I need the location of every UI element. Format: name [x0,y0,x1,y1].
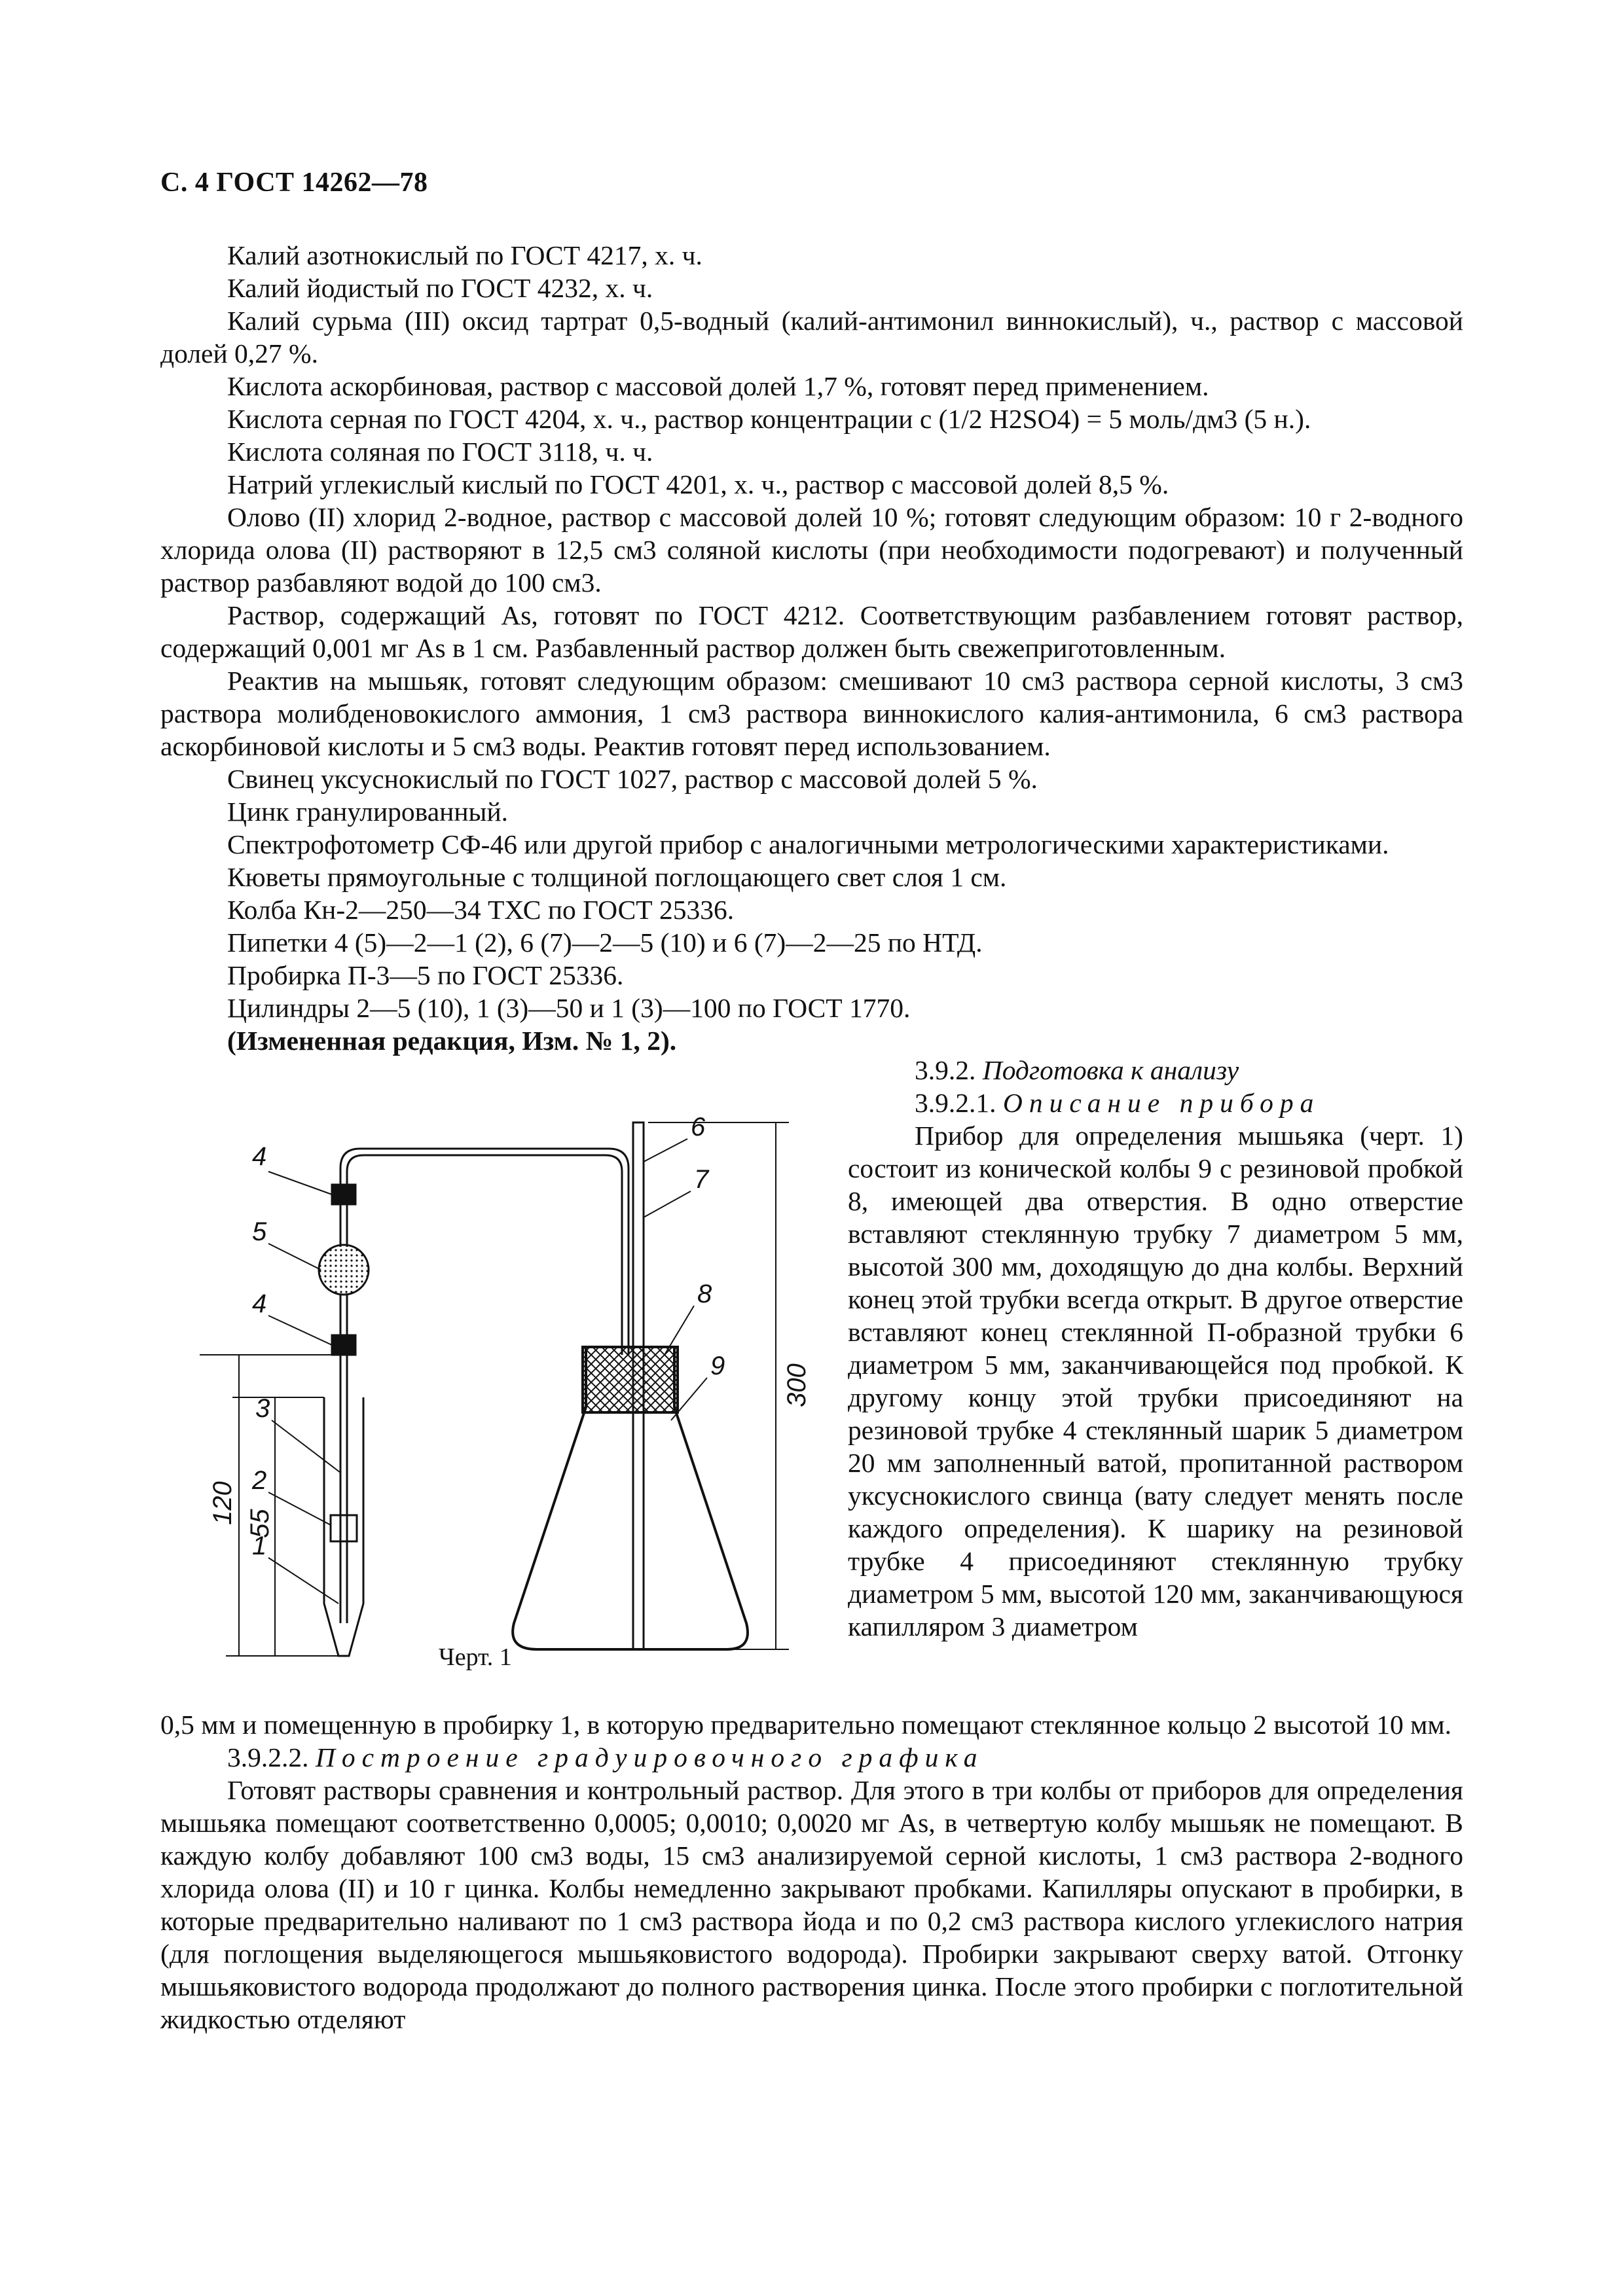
reagent-item: Калий азотнокислый по ГОСТ 4217, х. ч. [227,240,702,270]
fig-label-5: 5 [252,1217,267,1246]
reagent-item: Калий сурьма (III) оксид тартрат 0,5-водный (калий-антимонил виннокислый), ч., раствор с массовой долей 0,27 %. [160,306,1463,368]
figure-caption: Черт. 1 [439,1643,512,1671]
reagent-item: Натрий углекислый кислый по ГОСТ 4201, х. ч., раствор с массовой долей 8,5 %. [227,469,1169,499]
dim-300: 300 [782,1363,811,1407]
reagent-item: Свинец уксуснокислый по ГОСТ 1027, раствор с массовой долей 5 %. [227,764,1038,794]
reagent-item: Цилиндры 2—5 (10), 1 (3)—50 и 1 (3)—100 по ГОСТ 1770. [227,993,911,1023]
reagent-item: Цинк гранулированный. [227,797,509,827]
fig-label-8: 8 [697,1280,712,1308]
page-header: С. 4 ГОСТ 14262—78 [160,168,428,198]
reagent-item: Реактив на мышьяк, готовят следующим образом: смешивают 10 см3 раствора серной кислоты, 3 см3 раствора молибденовокислого аммония, 1 см3 раствора виннокислого калия-антимонила, 6 см3 раствора аскорбиновой кислоты и 5 см3 воды. Реактив готовят перед использованием. [160,666,1463,761]
calibration-text: Готовят растворы сравнения и контрольный раствор. Для этого в три колбы от приборов для определения мышьяка помещают соответственно 0,0005; 0,0010; 0,0020 мг As, в четвертую колбу мышьяк не помещают. В каждую колбу добавляют 100 см3 воды, 15 см3 анализируемой серной кислоты, 1 см3 раствора 2-водного хлорида олова (II) и 10 г цинка. Колбы немедленно закрывают пробками. Капилляры опускают в пробирки, в которые предварительно наливают по 1 см3 раствора йода и по 0,2 см3 раствора кислого углекислого натрия (для поглощения выделяющегося мышьяковистого водорода). Пробирки закрывают сверху ватой. Отгонку мышьяковистого водорода продолжают до полного растворения цинка. После этого пробирки с поглотительной жидкостью отделяют [160,1775,1463,2034]
section-number: 3.9.2.2. [227,1742,309,1772]
section-title: Построение градуировочного графика [315,1742,984,1772]
reagent-item: Кюветы прямоугольные с толщиной поглощающего свет слоя 1 см. [227,862,1007,892]
section-number: 3.9.2.1. [915,1088,996,1118]
reagent-item: Кислота соляная по ГОСТ 3118, ч. ч. [227,437,653,467]
reagent-item: Олово (II) хлорид 2-водное, раствор с массовой долей 10 %; готовят следующим образом: 10 г 2-водного хлорида олова (II) растворяют в 12,5 см3 соляной кислоты (при необходимости подогревают) и полученный раствор разбавляют водой до 100 см3. [160,502,1463,598]
apparatus-description-cont: 0,5 мм и помещенную в пробирку 1, в которую предварительно помещают стеклянное кольцо 2 высотой 10 мм. [160,1710,1451,1740]
reagent-item: Раствор, содержащий As, готовят по ГОСТ 4212. Соответствующим разбавлением готовят раствор, содержащий 0,001 мг As в 1 см. Разбавленный раствор должен быть свежеприготовленным. [160,600,1463,663]
fig-label-4-lower: 4 [252,1289,267,1318]
section-3-9-2-1-heading [848,1086,1463,1119]
fig-label-9: 9 [710,1352,725,1380]
section-title: Подготовка к анализу [982,1055,1239,1085]
section-number: 3.9.2. [915,1055,976,1085]
reagent-item: Пробирка П-3—5 по ГОСТ 25336. [227,960,624,990]
fig-label-1: 1 [252,1532,267,1560]
apparatus-column [848,1054,1463,1643]
fig-label-6: 6 [691,1113,706,1141]
fig-label-3: 3 [255,1394,270,1423]
section-title: Описание прибора [1002,1088,1321,1118]
reagent-item: Кислота серная по ГОСТ 4204, х. ч., раствор концентрации c (1/2 H2SO4) = 5 моль/дм3 (5 н.). [227,404,1311,434]
apparatus-description: Прибор для определения мышьяка (черт. 1) состоит из конической колбы 9 с резиновой пробкой 8, имеющей два отверстия. В одно отверстие вставляют стеклянную трубку 7 диаметром 5 мм, высотой 300 мм, доходящую до дна колбы. Верхний конец этой трубки всегда открыт. В другое отверстие вставляют конец стеклянной П-образной трубки 6 диаметром 5 мм, заканчивающейся под пробкой. К другому концу этой трубки присоединяют на резиновой трубке 4 стеклянный шарик 5 диаметром 20 мм заполненный ватой, пропитанной раствором уксуснокислого свинца (вату следует менять после каждого определения). К шарику на резиновой трубке 4 присоединяют стеклянную трубку диаметром 5 мм, высотой 120 мм, заканчивающуюся капилляром 3 диаметром [848,1121,1463,1641]
amendment-note: (Измененная редакция, Изм. № 1, 2). [227,1026,677,1056]
reagent-item: Спектрофотометр СФ-46 или другой прибор с аналогичными метрологическими характеристиками. [227,829,1389,859]
section-3-9-2-heading [848,1054,1463,1086]
dim-55: 55 [246,1509,274,1538]
reagents-list [160,239,1463,1057]
reagent-item: Колба Кн-2—250—34 ТХС по ГОСТ 25336. [227,895,735,925]
reagent-item: Кислота аскорбиновая, раствор с массовой долей 1,7 %, готовят перед применением. [227,371,1209,401]
reagent-item: Калий йодистый по ГОСТ 4232, х. ч. [227,273,653,303]
fig-label-2: 2 [252,1466,267,1495]
reagent-item: Пипетки 4 (5)—2—1 (2), 6 (7)—2—5 (10) и 6 (7)—2—25 по НТД. [227,927,983,958]
continuation-block [160,1708,1463,2036]
fig-label-4-top: 4 [252,1142,267,1171]
dim-120: 120 [208,1481,237,1525]
section-3-9-2-2-heading [160,1741,1463,1774]
fig-label-7: 7 [694,1165,709,1194]
apparatus-figure [160,1080,841,1708]
